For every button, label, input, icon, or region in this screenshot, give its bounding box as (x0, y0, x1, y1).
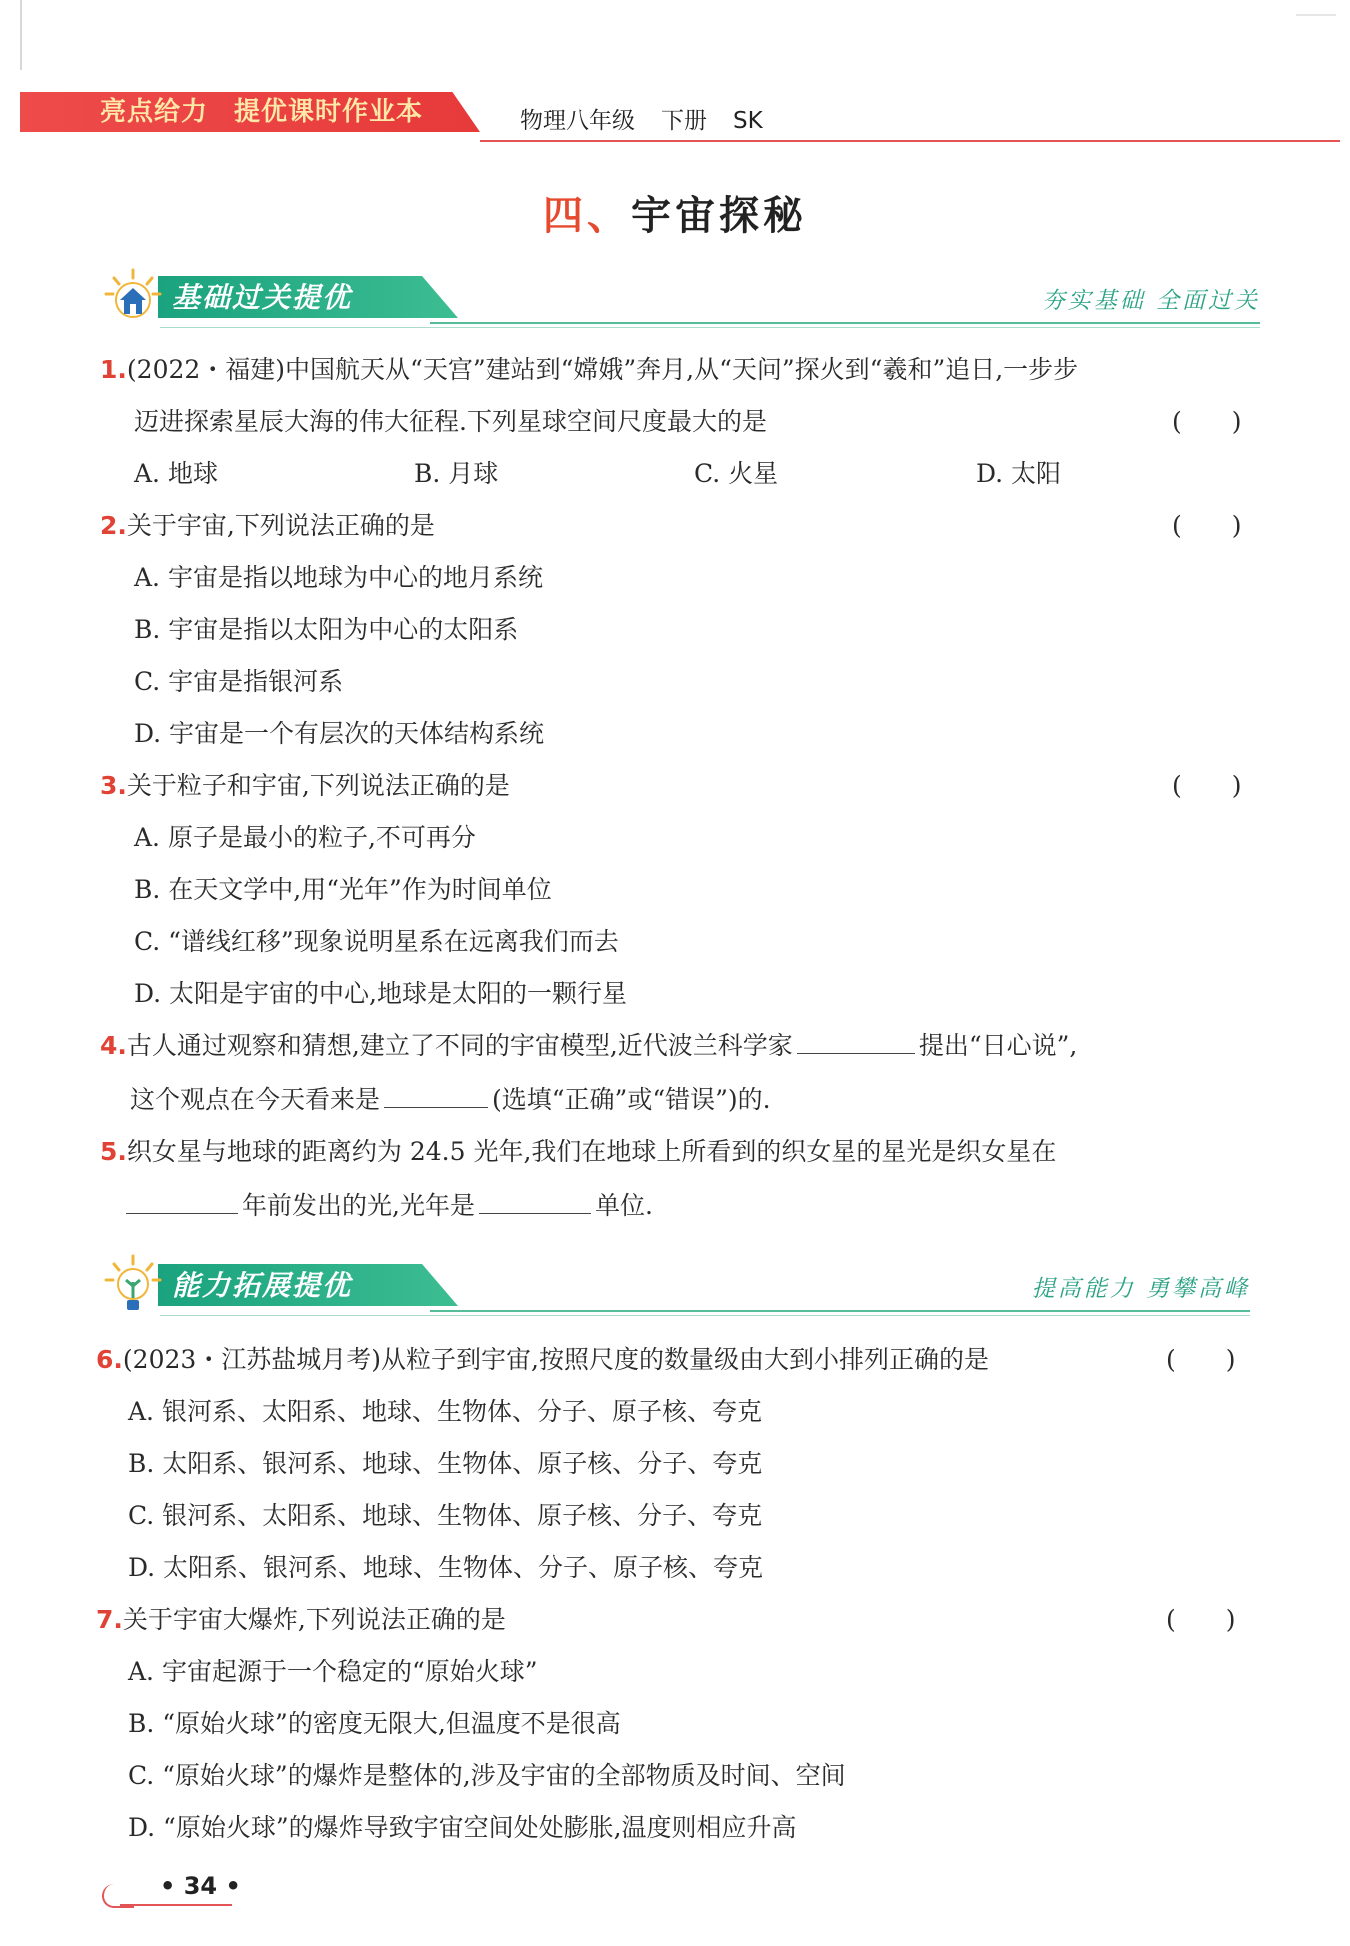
bulb-icon (102, 1254, 164, 1316)
question-4: 4.古人通过观察和猜想,建立了不同的宇宙模型,近代波兰科学家 提出“日心说”, (100, 1026, 1077, 1066)
option: B. 宇宙是指以太阳为中心的太阳系 (134, 615, 519, 644)
section-label: 基础过关提优 (172, 281, 353, 314)
question-1: 1.(2022・福建)中国航天从“天宫”建站到“嫦娥”奔月,从“天问”探火到“羲和”追日,一步步 (100, 355, 1079, 384)
lamp-house-icon (102, 266, 164, 328)
question-6: 6.(2023・江苏盐城月考)从粒子到宇宙,按照尺度的数量级由大到小排列正确的是 (96, 1345, 989, 1374)
question-7: 7.关于宇宙大爆炸,下列说法正确的是 (96, 1605, 506, 1634)
crop-mark (20, 0, 22, 70)
section-label: 能力拓展提优 (172, 1269, 353, 1302)
option: D. “原始火球”的爆炸导致宇宙空间处处膨胀,温度则相应升高 (128, 1813, 797, 1842)
option: A. 宇宙起源于一个稳定的“原始火球” (128, 1657, 538, 1686)
answer-bracket: ( ) (1172, 407, 1242, 436)
fill-blank[interactable] (126, 1187, 238, 1214)
question-5-line2: 年前发出的光,光年是 单位. (126, 1186, 653, 1226)
option: C. “原始火球”的爆炸是整体的,涉及宇宙的全部物质及时间、空间 (128, 1761, 846, 1790)
question-5: 5.织女星与地球的距离约为 24.5 光年,我们在地球上所看到的织女星的星光是织女星在 (100, 1137, 1057, 1166)
question-4-line2: 这个观点在今天看来是 (选填“正确”或“错误”)的. (130, 1080, 771, 1120)
option: A. 原子是最小的粒子,不可再分 (134, 823, 476, 852)
section-advanced (100, 1256, 1250, 1316)
option: D. 太阳是宇宙的中心,地球是太阳的一颗行星 (134, 979, 627, 1008)
answer-bracket: ( ) (1172, 511, 1242, 540)
edition: SK (733, 108, 763, 134)
option: D. 太阳 (976, 459, 1062, 488)
option: C. “谱线红移”现象说明星系在远离我们而去 (134, 927, 619, 956)
volume: 下册 (661, 108, 707, 134)
option: B. 在天文学中,用“光年”作为时间单位 (134, 875, 552, 904)
crop-mark (1296, 14, 1336, 16)
fill-blank[interactable] (384, 1081, 488, 1108)
section-slogan: 提高能力 勇攀高峰 (1031, 1276, 1250, 1302)
section-slogan: 夯实基础 全面过关 (1041, 288, 1260, 314)
option: B. “原始火球”的密度无限大,但温度不是很高 (128, 1709, 621, 1738)
header-info (520, 102, 763, 135)
page-number: • 34 • (160, 1872, 241, 1900)
header-brand: 亮点给力 提优课时作业本 (100, 97, 424, 127)
option: D. 太阳系、银河系、地球、生物体、分子、原子核、夸克 (128, 1553, 764, 1582)
option: D. 宇宙是一个有层次的天体结构系统 (134, 719, 545, 748)
option: C. 银河系、太阳系、地球、生物体、原子核、分子、夸克 (128, 1501, 763, 1530)
section-basic (100, 268, 1260, 328)
question-1-line2: 迈进探索星辰大海的伟大征程.下列星球空间尺度最大的是 (134, 407, 767, 436)
fill-blank[interactable] (797, 1027, 915, 1054)
subject: 物理八年级 (520, 108, 635, 134)
question-3: 3.关于粒子和宇宙,下列说法正确的是 (100, 771, 510, 800)
footer-rule (120, 1904, 232, 1906)
fill-blank[interactable] (479, 1187, 591, 1214)
option: C. 火星 (694, 459, 779, 488)
answer-bracket: ( ) (1172, 771, 1242, 800)
option: B. 太阳系、银河系、地球、生物体、原子核、分子、夸克 (128, 1449, 763, 1478)
answer-bracket: ( ) (1166, 1605, 1236, 1634)
option: A. 宇宙是指以地球为中心的地月系统 (134, 563, 543, 592)
question-2: 2.关于宇宙,下列说法正确的是 (100, 511, 435, 540)
option: A. 银河系、太阳系、地球、生物体、分子、原子核、夸克 (128, 1397, 762, 1426)
option: A. 地球 (134, 459, 218, 488)
option: B. 月球 (414, 459, 499, 488)
option: C. 宇宙是指银河系 (134, 667, 344, 696)
answer-bracket: ( ) (1166, 1345, 1236, 1374)
page-title: 四、宇宙探秘 (543, 192, 807, 239)
header-rule (480, 140, 1340, 142)
